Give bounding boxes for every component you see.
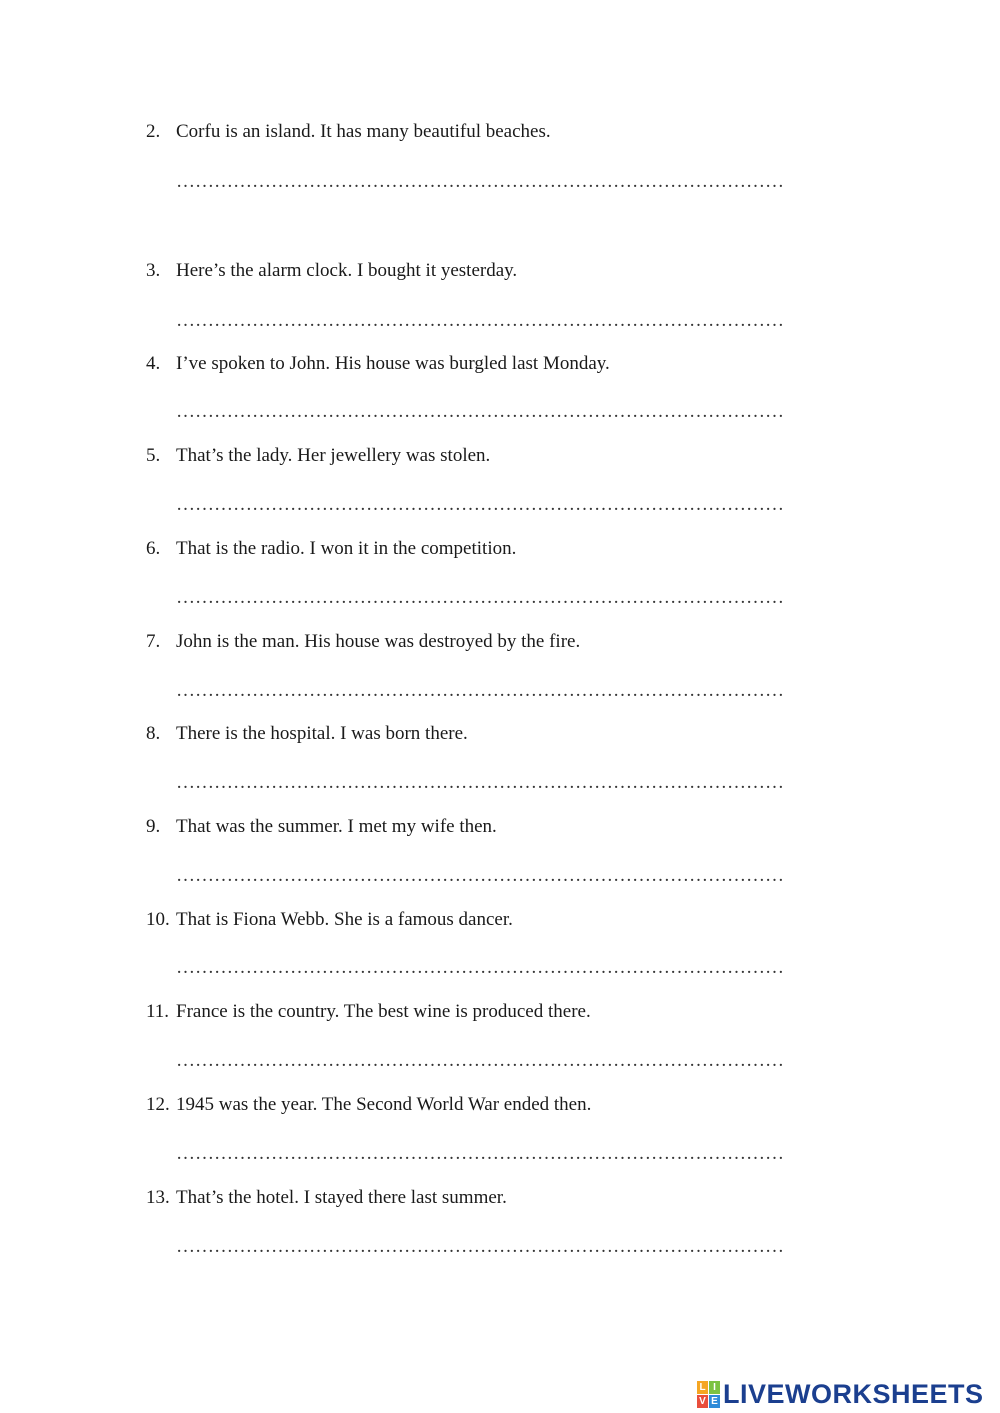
question-number: 6. (146, 538, 161, 559)
question-text: That’s the hotel. I stayed there last summer. (176, 1187, 507, 1208)
answer-line-4[interactable]: …………………………………………………………………………………… (176, 401, 784, 422)
logo-mark-tile: L (697, 1381, 708, 1394)
question-13 (146, 1186, 806, 1210)
question-8 (146, 722, 806, 746)
question-12 (146, 1093, 806, 1117)
question-9 (146, 815, 806, 839)
question-number: 12. (146, 1094, 170, 1115)
question-text: Corfu is an island. It has many beautiful beaches. (176, 121, 551, 142)
answer-line-2[interactable]: …………………………………………………………………………………… (176, 171, 784, 192)
answer-line-10[interactable]: …………………………………………………………………………………… (176, 957, 784, 978)
question-number: 13. (146, 1187, 170, 1208)
question-10 (146, 908, 806, 932)
question-number: 7. (146, 631, 161, 652)
question-5 (146, 444, 806, 468)
logo-mark-tile: I (709, 1381, 720, 1394)
answer-line-8[interactable]: …………………………………………………………………………………… (176, 772, 784, 793)
question-number: 5. (146, 445, 161, 466)
question-number: 8. (146, 723, 161, 744)
question-text: That is Fiona Webb. She is a famous dancer. (176, 909, 513, 930)
logo-text: LIVEWORKSHEETS (723, 1378, 984, 1409)
answer-line-13[interactable]: …………………………………………………………………………………… (176, 1236, 784, 1257)
question-number: 3. (146, 260, 161, 281)
question-text: France is the country. The best wine is produced there. (176, 1001, 591, 1022)
question-text: That is the radio. I won it in the competition. (176, 538, 517, 559)
logo-mark-tile: E (709, 1395, 720, 1408)
answer-line-3[interactable]: …………………………………………………………………………………… (176, 310, 784, 331)
question-number: 4. (146, 353, 161, 374)
answer-line-11[interactable]: …………………………………………………………………………………… (176, 1050, 784, 1071)
answer-line-7[interactable]: …………………………………………………………………………………… (176, 680, 784, 701)
question-4 (146, 352, 806, 376)
question-text: That was the summer. I met my wife then. (176, 816, 497, 837)
question-text: Here’s the alarm clock. I bought it yesterday. (176, 260, 518, 281)
question-text: There is the hospital. I was born there. (176, 723, 468, 744)
question-text: 1945 was the year. The Second World War ended then. (176, 1094, 592, 1115)
question-6 (146, 537, 806, 561)
liveworksheets-logo (697, 1379, 984, 1409)
question-text: John is the man. His house was destroyed by the fire. (176, 631, 581, 652)
question-2 (146, 120, 806, 144)
question-11 (146, 1000, 806, 1024)
question-number: 11. (146, 1001, 170, 1022)
question-number: 9. (146, 816, 161, 837)
question-3 (146, 259, 806, 283)
answer-line-9[interactable]: …………………………………………………………………………………… (176, 865, 784, 886)
answer-line-5[interactable]: …………………………………………………………………………………… (176, 494, 784, 515)
logo-mark-icon (697, 1381, 720, 1408)
logo-mark-tile: V (697, 1395, 708, 1408)
answer-line-12[interactable]: …………………………………………………………………………………… (176, 1143, 784, 1164)
question-number: 10. (146, 909, 170, 930)
question-text: That’s the lady. Her jewellery was stolen. (176, 445, 491, 466)
question-7 (146, 630, 806, 654)
question-text: I’ve spoken to John. His house was burgled last Monday. (176, 353, 610, 374)
question-number: 2. (146, 121, 161, 142)
answer-line-6[interactable]: …………………………………………………………………………………… (176, 587, 784, 608)
